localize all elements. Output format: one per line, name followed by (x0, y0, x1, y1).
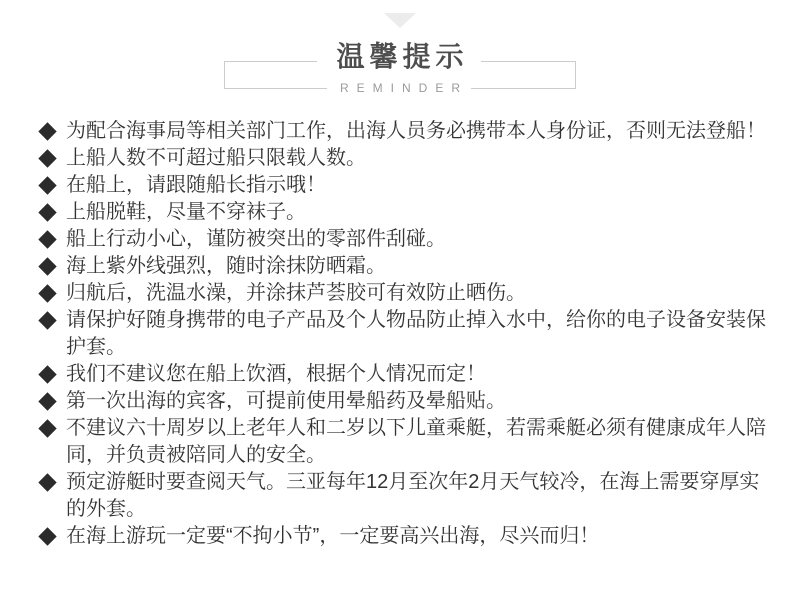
reminder-text: 归航后，洗温水澡，并涂抹芦荟胶可有效防止晒伤。 (66, 282, 526, 304)
list-item (38, 172, 772, 199)
reminder-text: 为配合海事局等相关部门工作，出海人员务必携带本人身份证，否则无法登船！ (66, 120, 766, 142)
reminder-text: 第一次出海的宾客，可提前使用晕船药及晕船贴。 (66, 390, 506, 412)
page-title: 温馨提示 (336, 41, 469, 72)
diamond-bullet-icon (38, 419, 56, 437)
list-item (38, 523, 772, 550)
diamond-bullet-icon (38, 365, 56, 383)
diamond-bullet-icon (38, 230, 56, 248)
reminder-text: 在船上，请跟随船长指示哦！ (66, 174, 326, 196)
reminder-notice-page (0, 13, 800, 596)
list-item (38, 280, 772, 307)
diamond-bullet-icon (38, 149, 56, 167)
list-item (38, 145, 772, 172)
diamond-bullet-icon (38, 311, 56, 329)
reminder-text: 在海上游玩一定要“不拘小节”，一定要高兴出海，尽兴而归！ (66, 525, 600, 547)
reminder-text: 不建议六十周岁以上老年人和二岁以下儿童乘艇，若需乘艇必须有健康成年人陪同，并负责被陪同人的安全。 (66, 417, 766, 466)
list-item (38, 307, 772, 361)
diamond-bullet-icon (38, 176, 56, 194)
diamond-bullet-icon (38, 122, 56, 140)
list-item (38, 226, 772, 253)
list-item (38, 388, 772, 415)
list-item (38, 361, 772, 388)
header (224, 42, 576, 100)
reminder-text: 我们不建议您在船上饮酒，根据个人情况而定！ (66, 363, 486, 385)
diamond-bullet-icon (38, 284, 56, 302)
reminder-text: 上船人数不可超过船只限载人数。 (66, 147, 366, 169)
diamond-bullet-icon (38, 257, 56, 275)
list-item (38, 253, 772, 280)
diamond-bullet-icon (38, 473, 56, 491)
list-item (38, 469, 772, 523)
reminder-text: 上船脱鞋，尽量不穿袜子。 (66, 201, 306, 223)
reminder-list (0, 100, 800, 550)
list-item (38, 415, 772, 469)
chevron-down-icon (384, 13, 416, 28)
diamond-bullet-icon (38, 392, 56, 410)
reminder-text: 预定游艇时要查阅天气。三亚每年12月至次年2月天气较冷，在海上需要穿厚实的外套。 (66, 471, 760, 520)
reminder-text: 船上行动小心，谨防被突出的零部件刮碰。 (66, 228, 446, 250)
diamond-bullet-icon (38, 203, 56, 221)
reminder-text: 请保护好随身携带的电子产品及个人物品防止掉入水中，给你的电子设备安装保护套。 (66, 309, 766, 358)
list-item (38, 199, 772, 226)
list-item (38, 118, 772, 145)
page-subtitle: REMINDER (339, 81, 468, 95)
diamond-bullet-icon (38, 527, 56, 545)
reminder-text: 海上紫外线强烈，随时涂抹防晒霜。 (66, 255, 386, 277)
